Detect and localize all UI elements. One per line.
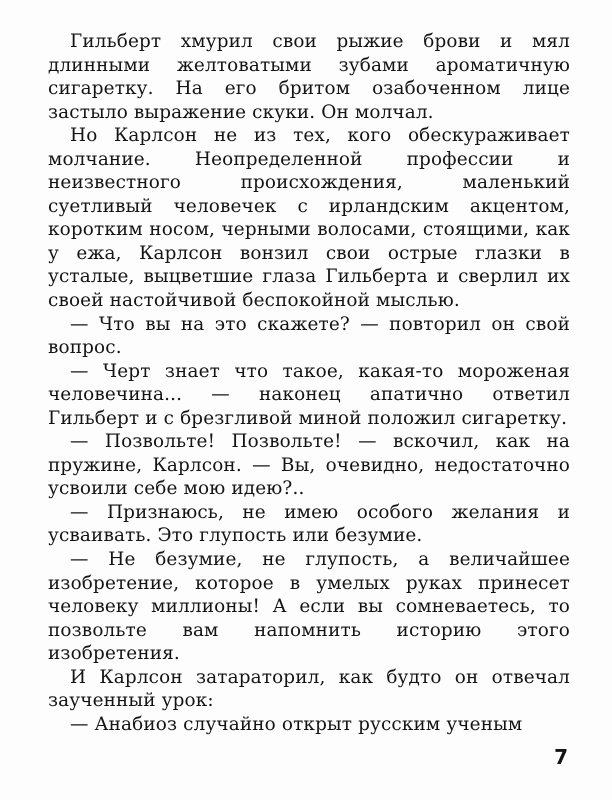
body-text <box>48 30 570 736</box>
paragraph-3: — Что вы на это скажете? — повторил он свой вопрос. <box>48 313 570 359</box>
paragraph-4: — Черт знает что такое, какая-то мороженая человечина... — наконец апатично ответил Гильберт и с брезгливой миной положил сигаретку. <box>48 360 570 429</box>
paragraph-9: — Анабиоз случайно открыт русским ученым <box>70 713 523 735</box>
paragraph-8: И Карлсон затараторил, как будто он отвечал заученный урок: <box>48 666 570 712</box>
paragraph-5: — Позвольте! Позвольте! — вскочил, как на пружине, Карлсон. — Вы, очевидно, недостаточно усвоили себе мою идею?.. <box>48 431 570 500</box>
paragraph-7: — Не безумие, не глупость, а величайшее изобретение, которое в умелых руках принесет человеку миллионы! А если вы сомневаетесь, то позвольте вам напомнить историю этого изобретения. <box>48 549 570 665</box>
paragraph-1: Гильберт хмурил свои рыжие брови и мял длинными желтоватыми зубами ароматичную сигаретку. На его бритом озабоченном лице застыло выражение скуки. Он молчал. <box>48 31 570 123</box>
paragraph-6: — Признаюсь, не имею особого желания и усваивать. Это глупость или безумие. <box>48 501 570 547</box>
page-number: 7 <box>554 745 568 769</box>
paragraph-2: Но Карлсон не из тех, кого обескураживает молчание. Неопределенной профессии и неизвестного происхождения, маленький суетливый человечек с ирландским акцентом, коротким носом, черными волосами, стоящими, как у ежа, Карлсон вонзил свои острые глазки в усталые, выцветшие глаза Гильберта и сверлил их своей настойчивой беспокойной мыслью. <box>48 125 570 312</box>
